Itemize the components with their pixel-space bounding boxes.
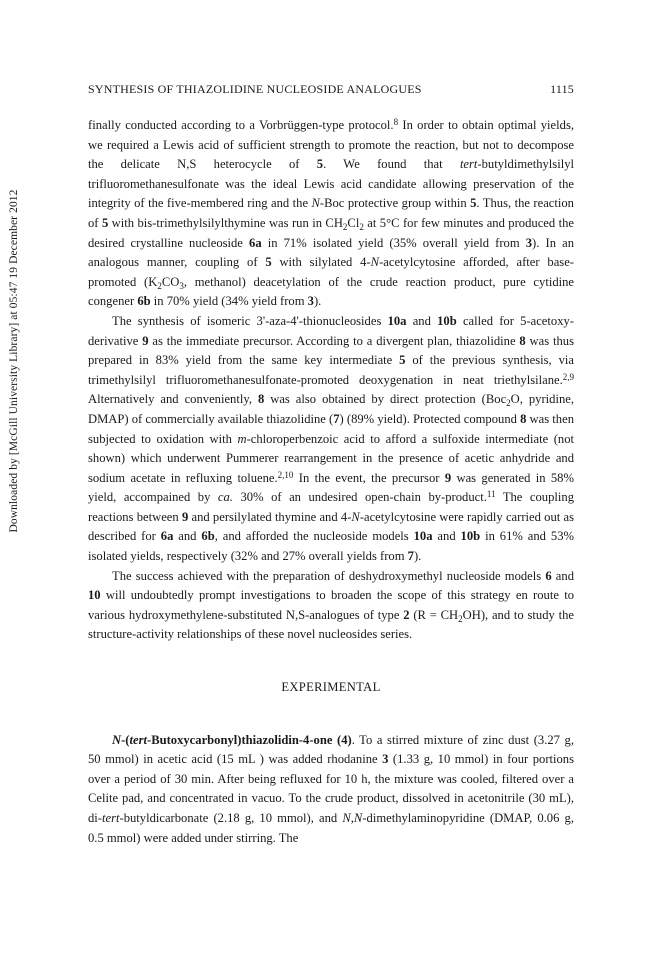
page-number: 1115 [550, 82, 574, 96]
download-watermark-text: Downloaded by [McGill University Library] at 05:47 19 December 2012 [8, 189, 20, 533]
running-title: SYNTHESIS OF THIAZOLIDINE NUCLEOSIDE ANALOGUES [88, 82, 422, 96]
paragraph-4: N-(tert-Butoxycarbonyl)thiazolidin-4-one (4). To a stirred mixture of zinc dust (3.27 g, 50 mmol) in acetic acid (15 mL ) was added rhodanine 3 (1.33 g, 10 mmol) in four portions over a period of 30 min. After being refluxed for 10 h, the mixture was cooled, filtered over a Celite pad, and concentrated in vacuo. To the crude product, dissolved in acetonitrile (30 mL), di-tert-butyldicarbonate (2.18 g, 10 mmol), and N,N-dimethylaminopyridine (DMAP, 0.06 g, 0.5 mmol) were added under stirring. The [88, 732, 574, 845]
section-heading-experimental: EXPERIMENTAL [281, 680, 381, 695]
paragraph-2: The synthesis of isomeric 3'-aza-4'-thionucleosides 10a and 10b called for 5-acetoxy-derivative 9 as the immediate precursor. According to a divergent plan, thiazolidine 8 was thus prepared in 83% yield from the same key intermediate 5 of the previous synthesis, via trimethylsilyl trifluoromethanesulfonate-promoted deoxygenation in neat triethylsilane.$^{2,9}$ Alternatively and conveniently, 8 was also obtained by direct protection (Boc$_2$O, pyridine, DMAP) of commercially available thiazolidine (7) (89% yield). Protected compound 8 was then subjected to oxidation with m-chloroperbenzoic acid to afford a sulfoxide intermediate (not shown) which underwent Pummerer rearrangement in the presence of acetic anhydride and sodium acetate in refluxing toluene.$^{2,10}$ In the event, the precursor 9 was generated in 58% yield, accompained by ca. 30% of an undesired open-chain by-product.$^{11}$ The coupling reactions between 9 and persilylated thymine and 4-N-acetylcytosine were rapidly carried out as described for 6a and 6b, and afforded the nucleoside models 10a and 10b in 61% and 53% isolated yields, respectively (32% and 27% overall yields from 7). [88, 313, 574, 564]
body-text [88, 116, 574, 848]
running-header [88, 82, 574, 97]
paragraph-3: The success achieved with the preparation of deshydroxymethyl nucleoside models 6 and 10 will undoubtedly prompt investigations to broaden the scope of this strategy en route to various hydroxymethylene-substituted N,S-analogues of type 2 $(R = CH_2OH)$, and to study the structure-activity relationships of these novel nucleosides series. [88, 568, 575, 642]
download-watermark [7, 55, 21, 667]
paragraph-1: finally conducted according to a Vorbrüggen-type protocol.$^8$ In order to obtain optimal yields, we required a Lewis acid of sufficient strength to promote the reaction, but not to decompose the delicate N,S heterocycle of 5. We found that tert-butyldimethylsilyl trifluoromethanesulfonate was the ideal Lewis acid candidate allowing preservation of the integrity of the five-membered ring and the N-Boc protective group within 5. Thus, the reaction of 5 with bis-trimethylsilylthymine was run in $CH_2Cl_2$ at 5°C for few minutes and produced the desired crystalline nucleoside 6a in 71% isolated yield (35% overall yield from 3). In an analogous manner, coupling of 5 with silylated 4-N-acetylcytosine afforded, after base-promoted ($K_2CO_3$, methanol) deacetylation of the crude reaction product, pure cytidine congener 6b in 70% yield (34% yield from 3). [88, 117, 575, 309]
